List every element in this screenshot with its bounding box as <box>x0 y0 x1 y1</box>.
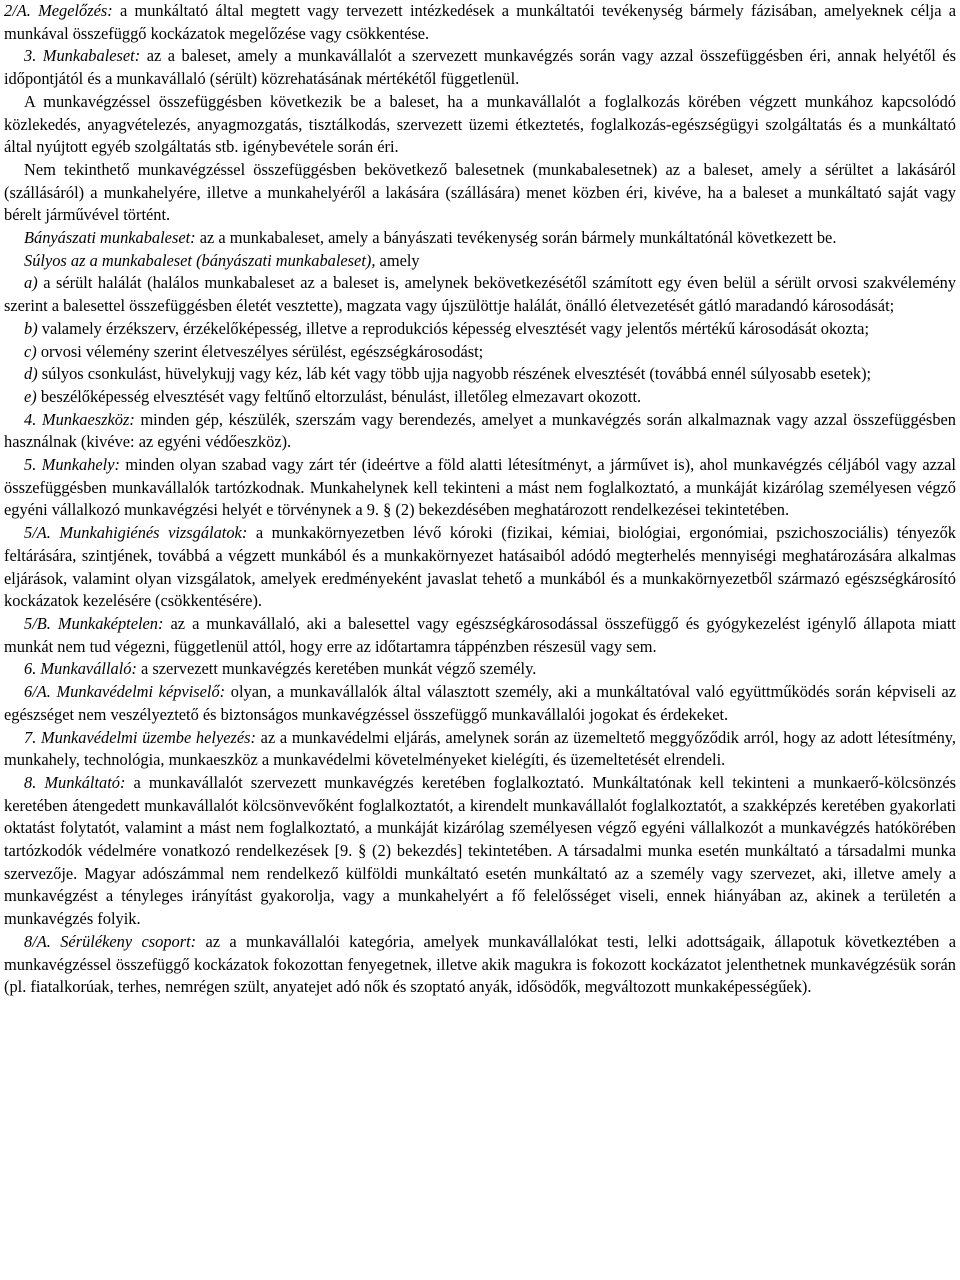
definition-5-term: 5. Munkahely: <box>24 455 120 475</box>
serious-accident-item-b <box>4 318 956 341</box>
definition-5b-term: 5/B. Munkaképtelen: <box>24 613 164 633</box>
document-body <box>4 0 956 999</box>
item-b-marker: b) <box>24 318 38 338</box>
item-e-marker: e) <box>24 386 37 406</box>
definition-6a-term: 6/A. Munkavédelmi képviselő: <box>24 682 226 702</box>
definition-4-paragraph <box>4 409 956 454</box>
item-b-text: valamely érzékszerv, érzékelőképesség, illetve a reprodukciós képesség elvesztését vagy jelentős mértékű károsodását okozta; <box>41 318 869 338</box>
serious-accident-item-c <box>4 341 956 364</box>
definition-6-term: 6. Munkavállaló: <box>24 659 137 679</box>
definition-6-text: a szervezett munkavégzés keretében munkát végző személy. <box>141 659 537 679</box>
definition-2a-text: a munkáltató által megtett vagy tervezett intézkedések a munkáltatói tevékenység bármely fázisában, amelyeknek célja a munkával összefüggő kockázatok megelőzése vagy csökkentése. <box>4 1 956 43</box>
definition-3-commute-paragraph <box>4 159 956 227</box>
item-a-marker: a) <box>24 273 38 293</box>
definition-serious-accident-paragraph <box>4 250 956 273</box>
definition-8-text: a munkavállalót szervezett munkavégzés keretében foglalkoztató. Munkáltatónak kell tekinteni a munkaerő-kölcsönzés keretében átengedett munkavállalót kölcsönvevőként foglalkoztatót, a kirendelt munkavállalót foglalkoztatót, a szakképzés keretében gyakorlati oktatást folytatót, valamint a mást nem foglalkoztató, a munkáját kizárólag személyesen végző egyéni vállalkozót a munkavégzés hatókörében tartózkodók védelmére vonatkozó rendelkezések [9. § (2) bekezdés] tekintetében. A társadalmi munka esetén munkáltató a társadalmi munka szervezője. Magyar adószámmal nem rendelkező külföldi munkáltató esetén munkáltató az a személy vagy szervezet, aki, illetve amely a munkavégzést a tényleges irányítást gyakorolja, vagy a munkahelyért a fő felelősséget viseli, ennek hiányában az, akinek a területén a munkavégzés folyik. <box>4 772 956 929</box>
definition-mining-accident-paragraph <box>4 227 956 250</box>
definition-8-term: 8. Munkáltató: <box>24 772 126 792</box>
serious-accident-item-d <box>4 363 956 386</box>
definition-6a-paragraph <box>4 681 956 726</box>
definition-3-context-paragraph <box>4 91 956 159</box>
item-e-text: beszélőképesség elvesztését vagy feltűnő eltorzulást, bénulást, illetőleg elmezavart okozott. <box>40 386 642 406</box>
definition-mining-accident-text: az a munkabaleset, amely a bányászati tevékenység során bármely munkáltatónál következett be. <box>199 228 837 248</box>
definition-8-paragraph <box>4 772 956 931</box>
definition-5b-paragraph <box>4 613 956 658</box>
definition-8a-term: 8/A. Sérülékeny csoport: <box>24 931 197 951</box>
definition-serious-accident-text: amely <box>379 250 420 270</box>
definition-mining-accident-term: Bányászati munkabaleset: <box>24 228 196 248</box>
item-c-text: orvosi vélemény szerint életveszélyes sérülést, egészségkárosodást; <box>40 341 484 361</box>
definition-4-text: minden gép, készülék, szerszám vagy berendezés, amelyet a munkavégzés során alkalmaznak vagy azzal összefüggésben használnak (kivéve: az egyéni védőeszköz). <box>4 409 956 452</box>
serious-accident-item-a <box>4 272 956 317</box>
definition-7-term: 7. Munkavédelmi üzembe helyezés: <box>24 727 256 747</box>
definition-5-text: minden olyan szabad vagy zárt tér (ideértve a föld alatti létesítményt, a járművet is), ahol munkavégzés céljából vagy azzal összefüggésben munkavállalók tartózkodnak. Munkahelynek kell tekinteni a mást nem foglalkoztató, a munkáját kizárólag személyesen végző egyéni vállalkozó munkavégzési helyét e törvénynek a 9. § (2) bekezdésében meghatározott rendelkezései tekintetében. <box>4 455 956 520</box>
definition-3-paragraph <box>4 45 956 90</box>
definition-8a-text: az a munkavállalói kategória, amelyek munkavállalókat testi, lelki adottságaik, állapotuk következtében a munkavégzéssel összefüggő kockázatok fokozottan fenyegetnek, illetve akik magukra is fokozott kockázatot jelenthetnek munkavégzésük során (pl. fiatalkorúak, terhes, nemrégen szült, anyatejet adó nők és szoptató anyák, idősödők, megváltozott munkaképességűek). <box>4 931 956 997</box>
definition-4-term: 4. Munkaeszköz: <box>24 409 135 429</box>
definition-serious-accident-term: Súlyos az a munkabaleset (bányászati munkabaleset), <box>24 250 376 270</box>
definition-3-text: az a baleset, amely a munkavállalót a szervezett munkavégzés során vagy azzal összefüggésben éri, annak helyétől és időpontjától és a munkavállaló (sérült) közrehatásának mértékétől függetlenül. <box>4 46 956 89</box>
definition-3-commute-text: Nem tekinthető munkavégzéssel összefüggésben bekövetkező balesetnek (munkabalesetnek) az a baleset, amely a sérültet a lakásáról (szállásáról) a munkahelyére, illetve a munkahelyéről a lakására (szállására) menet közben éri, kivéve, ha a baleset a munkáltató saját vagy bérelt járművével történt. <box>4 159 956 225</box>
definition-5a-text: a munkakörnyezetben lévő kóroki (fizikai, kémiai, biológiai, ergonómiai, pszichoszociális) tényezők feltárására, szintjének, továbbá a végzett munkából és a munkakörnyezet hatásaiból adódó megterhelés mennyiségi meghatározására alkalmas eljárások, valamint olyan vizsgálatok, amelyek eredményeként javaslat tehető a munkából és a munkakörnyezetből származó egészségkárosító kockázatok kezelésére (csökkentésére). <box>4 523 956 611</box>
definition-6-paragraph <box>4 658 956 681</box>
definition-2a-term: 2/A. Megelőzés: <box>4 1 113 20</box>
definition-2a-paragraph <box>4 0 956 45</box>
definition-8a-paragraph <box>4 931 956 999</box>
definition-7-text: az a munkavédelmi eljárás, amelynek során az üzemeltető meggyőződik arról, hogy az adott létesítmény, munkahely, technológia, munkaeszköz a munkavédelmi követelményeket kielégíti, és üzemeltetését elrendeli. <box>4 727 956 770</box>
item-d-text: súlyos csonkulást, hüvelykujj vagy kéz, láb két vagy több ujja nagyobb részének elvesztését (továbbá ennél súlyosabb esetek); <box>41 364 872 384</box>
definition-5b-text: az a munkavállaló, aki a balesettel vagy egészségkárosodással összefüggő és gyógykezelést igénylő állapota miatt munkát nem tud végezni, függetlenül attól, hogy erre az időtartamra táppénzben részesül vagy sem. <box>4 613 956 656</box>
definition-5a-paragraph <box>4 522 956 613</box>
serious-accident-item-e <box>4 386 956 409</box>
item-d-marker: d) <box>24 364 38 384</box>
definition-7-paragraph <box>4 727 956 772</box>
item-c-marker: c) <box>24 341 37 361</box>
definition-3-term: 3. Munkabaleset: <box>24 46 141 66</box>
definition-6a-text: olyan, a munkavállalók által választott személy, aki a munkáltatóval való együttműködés során képviseli az egészséget nem veszélyeztető és biztonságos munkavégzéssel összefüggő munkavállalói jogokat és érdekeket. <box>4 682 956 724</box>
definition-3-context-text: A munkavégzéssel összefüggésben következik be a baleset, ha a munkavállalót a foglalkozás körében végzett munkához kapcsolódó közlekedés, anyagvételezés, anyagmozgatás, tisztálkodás, szervezett üzemi étkeztetés, foglalkozás-egészségügyi szolgáltatás és a munkáltató által nyújtott egyéb szolgáltatás stb. igénybevétele során éri. <box>4 91 956 157</box>
definition-5a-term: 5/A. Munkahigiénés vizsgálatok: <box>24 523 248 543</box>
definition-5-paragraph <box>4 454 956 522</box>
item-a-text: a sérült halálát (halálos munkabaleset az a baleset is, amelynek bekövetkezésétől számított egy éven belül a sérült orvosi szakvélemény szerint a balesettel összefüggésben életét vesztette), magzata vagy újszülöttje halálát, önálló életvezetését gátló maradandó károsodását; <box>4 273 956 316</box>
